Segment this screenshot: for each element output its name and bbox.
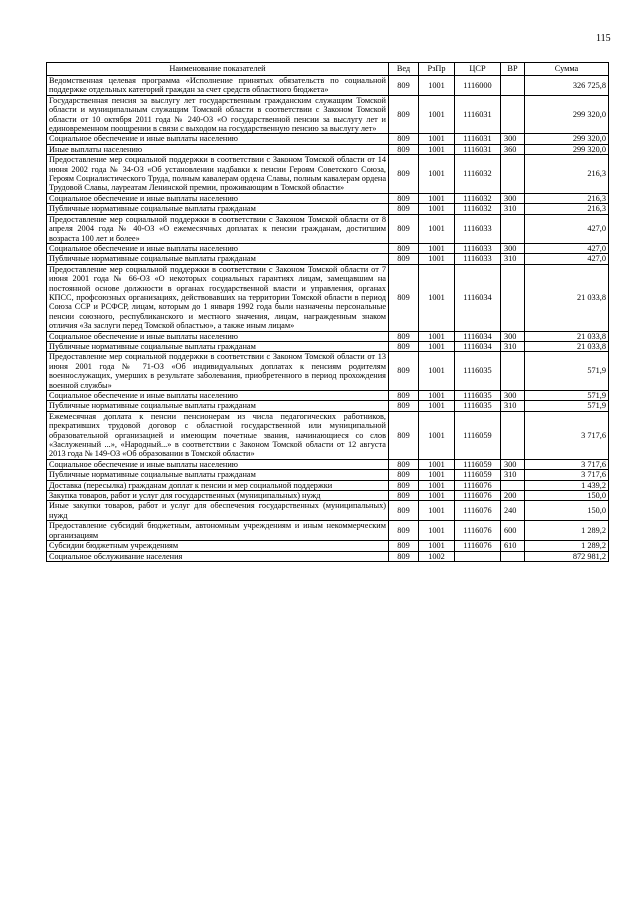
cell-csr: 1116000 bbox=[455, 76, 501, 96]
cell-csr bbox=[455, 551, 501, 561]
table-row bbox=[47, 401, 609, 411]
cell-ved: 809 bbox=[389, 401, 419, 411]
cell-sum: 427,0 bbox=[525, 243, 609, 253]
header-sum: Сумма bbox=[525, 63, 609, 76]
cell-vr: 200 bbox=[501, 491, 525, 501]
table-body bbox=[47, 76, 609, 562]
cell-name: Публичные нормативные социальные выплаты гражданам bbox=[47, 254, 389, 264]
cell-csr: 1116035 bbox=[455, 401, 501, 411]
cell-ved: 809 bbox=[389, 264, 419, 331]
cell-vr: 310 bbox=[501, 401, 525, 411]
cell-rzpr: 1001 bbox=[419, 491, 455, 501]
cell-ved: 809 bbox=[389, 491, 419, 501]
cell-csr: 1116076 bbox=[455, 501, 501, 521]
cell-csr: 1116034 bbox=[455, 331, 501, 341]
cell-vr: 300 bbox=[501, 134, 525, 144]
cell-csr: 1116059 bbox=[455, 459, 501, 469]
cell-csr: 1116033 bbox=[455, 254, 501, 264]
cell-vr: 300 bbox=[501, 459, 525, 469]
cell-rzpr: 1001 bbox=[419, 243, 455, 253]
table-row bbox=[47, 411, 609, 459]
cell-csr: 1116059 bbox=[455, 470, 501, 480]
cell-ved: 809 bbox=[389, 391, 419, 401]
table-row bbox=[47, 76, 609, 96]
cell-name: Социальное обеспечение и иные выплаты населению bbox=[47, 331, 389, 341]
cell-ved: 809 bbox=[389, 144, 419, 154]
cell-rzpr: 1001 bbox=[419, 480, 455, 490]
table-row bbox=[47, 155, 609, 194]
cell-vr bbox=[501, 155, 525, 194]
cell-vr: 310 bbox=[501, 254, 525, 264]
cell-name: Публичные нормативные социальные выплаты гражданам bbox=[47, 470, 389, 480]
cell-csr: 1116076 bbox=[455, 541, 501, 551]
cell-vr bbox=[501, 352, 525, 391]
table-row bbox=[47, 204, 609, 214]
cell-csr: 1116032 bbox=[455, 155, 501, 194]
cell-sum: 299 320,0 bbox=[525, 144, 609, 154]
header-csr: ЦСР bbox=[455, 63, 501, 76]
cell-rzpr: 1001 bbox=[419, 76, 455, 96]
cell-name: Ведомственная целевая программа «Исполнение принятых обязательств по социальной поддержке отдельных категорий граждан за счет средств областного бюджета» bbox=[47, 76, 389, 96]
cell-ved: 809 bbox=[389, 254, 419, 264]
cell-vr: 310 bbox=[501, 341, 525, 351]
cell-rzpr: 1001 bbox=[419, 331, 455, 341]
cell-vr: 300 bbox=[501, 331, 525, 341]
cell-vr bbox=[501, 264, 525, 331]
cell-vr: 300 bbox=[501, 193, 525, 203]
cell-rzpr: 1002 bbox=[419, 551, 455, 561]
cell-rzpr: 1001 bbox=[419, 459, 455, 469]
cell-vr bbox=[501, 214, 525, 243]
cell-rzpr: 1001 bbox=[419, 391, 455, 401]
header-vr: ВР bbox=[501, 63, 525, 76]
table-row bbox=[47, 264, 609, 331]
cell-csr: 1116076 bbox=[455, 521, 501, 541]
cell-sum: 150,0 bbox=[525, 491, 609, 501]
table-row bbox=[47, 541, 609, 551]
cell-rzpr: 1001 bbox=[419, 352, 455, 391]
cell-sum: 571,9 bbox=[525, 391, 609, 401]
table-row bbox=[47, 551, 609, 561]
cell-sum: 150,0 bbox=[525, 501, 609, 521]
cell-name: Предоставление мер социальной поддержки в соответствии с Законом Томской области от 8 апреля 2004 года № 40-ОЗ «О ежемесячных доплатах к пенсии гражданам, достигшим возраста 100 лет и более» bbox=[47, 214, 389, 243]
cell-vr: 310 bbox=[501, 204, 525, 214]
cell-sum: 427,0 bbox=[525, 214, 609, 243]
cell-vr bbox=[501, 480, 525, 490]
table-row bbox=[47, 470, 609, 480]
table-row bbox=[47, 254, 609, 264]
table-row bbox=[47, 341, 609, 351]
cell-rzpr: 1001 bbox=[419, 401, 455, 411]
cell-sum: 21 033,8 bbox=[525, 341, 609, 351]
cell-rzpr: 1001 bbox=[419, 264, 455, 331]
cell-vr: 300 bbox=[501, 391, 525, 401]
cell-name: Социальное обеспечение и иные выплаты населению bbox=[47, 193, 389, 203]
cell-vr bbox=[501, 95, 525, 134]
cell-sum: 21 033,8 bbox=[525, 331, 609, 341]
table-header-row bbox=[47, 63, 609, 76]
cell-sum: 3 717,6 bbox=[525, 411, 609, 459]
cell-ved: 809 bbox=[389, 134, 419, 144]
cell-rzpr: 1001 bbox=[419, 521, 455, 541]
cell-name: Иные выплаты населению bbox=[47, 144, 389, 154]
cell-sum: 326 725,8 bbox=[525, 76, 609, 96]
cell-ved: 809 bbox=[389, 76, 419, 96]
cell-sum: 299 320,0 bbox=[525, 134, 609, 144]
table-row bbox=[47, 521, 609, 541]
cell-sum: 216,3 bbox=[525, 193, 609, 203]
cell-name: Социальное обслуживание населения bbox=[47, 551, 389, 561]
cell-name: Доставка (пересылка) гражданам доплат к пенсии и мер социальной поддержки bbox=[47, 480, 389, 490]
budget-table bbox=[46, 62, 609, 562]
cell-name: Ежемесячная доплата к пенсии пенсионерам из числа педагогических работников, прекративших трудовой договор с областной государственной или муниципальной образовательной организацией и имеющим почетные звания, начинающиеся со слов «Заслуженный ...», «Народный...» в соответствии с Законом Томской области от 12 августа 2013 года № 149-ОЗ «Об образовании в Томской области» bbox=[47, 411, 389, 459]
cell-name: Субсидии бюджетным учреждениям bbox=[47, 541, 389, 551]
cell-name: Социальное обеспечение и иные выплаты населению bbox=[47, 459, 389, 469]
cell-sum: 299 320,0 bbox=[525, 95, 609, 134]
cell-vr: 240 bbox=[501, 501, 525, 521]
cell-csr: 1116033 bbox=[455, 214, 501, 243]
cell-csr: 1116034 bbox=[455, 341, 501, 351]
cell-csr: 1116031 bbox=[455, 95, 501, 134]
cell-rzpr: 1001 bbox=[419, 411, 455, 459]
cell-rzpr: 1001 bbox=[419, 155, 455, 194]
cell-csr: 1116076 bbox=[455, 491, 501, 501]
cell-vr bbox=[501, 411, 525, 459]
cell-ved: 809 bbox=[389, 521, 419, 541]
cell-ved: 809 bbox=[389, 459, 419, 469]
cell-vr: 610 bbox=[501, 541, 525, 551]
cell-name: Публичные нормативные социальные выплаты гражданам bbox=[47, 401, 389, 411]
cell-rzpr: 1001 bbox=[419, 193, 455, 203]
table-row bbox=[47, 144, 609, 154]
cell-csr: 1116031 bbox=[455, 144, 501, 154]
cell-vr: 360 bbox=[501, 144, 525, 154]
table-row bbox=[47, 134, 609, 144]
cell-vr bbox=[501, 76, 525, 96]
cell-sum: 872 981,2 bbox=[525, 551, 609, 561]
header-rzpr: РзПр bbox=[419, 63, 455, 76]
cell-name: Социальное обеспечение и иные выплаты населению bbox=[47, 134, 389, 144]
table-row bbox=[47, 491, 609, 501]
cell-rzpr: 1001 bbox=[419, 470, 455, 480]
cell-sum: 571,9 bbox=[525, 401, 609, 411]
cell-rzpr: 1001 bbox=[419, 134, 455, 144]
table-row bbox=[47, 243, 609, 253]
cell-csr: 1116059 bbox=[455, 411, 501, 459]
cell-sum: 571,9 bbox=[525, 352, 609, 391]
table-row bbox=[47, 480, 609, 490]
cell-csr: 1116076 bbox=[455, 480, 501, 490]
cell-rzpr: 1001 bbox=[419, 144, 455, 154]
cell-name: Предоставление мер социальной поддержки в соответствии с Законом Томской области от 13 июня 2001 года № 71-ОЗ «Об индивидуальных доплатах к пенсиям родителям военнослужащих, умерших в результате заболевания, приобретенного в период прохождения военной службы» bbox=[47, 352, 389, 391]
table-row bbox=[47, 352, 609, 391]
cell-rzpr: 1001 bbox=[419, 541, 455, 551]
cell-csr: 1116033 bbox=[455, 243, 501, 253]
cell-ved: 809 bbox=[389, 204, 419, 214]
cell-ved: 809 bbox=[389, 95, 419, 134]
cell-csr: 1116035 bbox=[455, 352, 501, 391]
cell-vr: 310 bbox=[501, 470, 525, 480]
cell-name: Государственная пенсия за выслугу лет государственным гражданским служащим Томской области и муниципальным служащим Томской области в соответствии с Законом Томской области от 10 октября 2011 года № 240-ОЗ «О государственной пенсии за выслугу лет и единовременном поощрении в связи с выходом на государственную пенсию за выслугу лет» bbox=[47, 95, 389, 134]
cell-sum: 1 289,2 bbox=[525, 521, 609, 541]
cell-name: Публичные нормативные социальные выплаты гражданам bbox=[47, 341, 389, 351]
cell-csr: 1116035 bbox=[455, 391, 501, 401]
cell-sum: 3 717,6 bbox=[525, 459, 609, 469]
cell-csr: 1116032 bbox=[455, 193, 501, 203]
table-row bbox=[47, 193, 609, 203]
cell-ved: 809 bbox=[389, 551, 419, 561]
cell-rzpr: 1001 bbox=[419, 254, 455, 264]
cell-name: Предоставление мер социальной поддержки в соответствии с Законом Томской области от 14 июня 2002 года № 34-ОЗ «Об установлении надбавки к пенсии Героям Советского Союза, Героям Социалистического Труда, полным кавалерам ордена Славы, полным кавалерам ордена Трудовой Славы, лауреатам Ленинской премии, проживающим в Томской области» bbox=[47, 155, 389, 194]
cell-sum: 21 033,8 bbox=[525, 264, 609, 331]
cell-vr: 300 bbox=[501, 243, 525, 253]
cell-ved: 809 bbox=[389, 480, 419, 490]
table-row bbox=[47, 391, 609, 401]
cell-ved: 809 bbox=[389, 193, 419, 203]
cell-ved: 809 bbox=[389, 155, 419, 194]
cell-sum: 3 717,6 bbox=[525, 470, 609, 480]
cell-rzpr: 1001 bbox=[419, 95, 455, 134]
header-name: Наименование показателей bbox=[47, 63, 389, 76]
cell-sum: 1 439,2 bbox=[525, 480, 609, 490]
cell-name: Предоставление субсидий бюджетным, автономным учреждениям и иным некоммерческим организациям bbox=[47, 521, 389, 541]
table-row bbox=[47, 95, 609, 134]
table-row bbox=[47, 459, 609, 469]
cell-sum: 216,3 bbox=[525, 155, 609, 194]
cell-rzpr: 1001 bbox=[419, 341, 455, 351]
cell-ved: 809 bbox=[389, 214, 419, 243]
page-number: 115 bbox=[596, 33, 611, 44]
cell-sum: 1 289,2 bbox=[525, 541, 609, 551]
header-ved: Вед bbox=[389, 63, 419, 76]
cell-vr bbox=[501, 551, 525, 561]
cell-rzpr: 1001 bbox=[419, 501, 455, 521]
cell-ved: 809 bbox=[389, 331, 419, 341]
cell-sum: 427,0 bbox=[525, 254, 609, 264]
cell-sum: 216,3 bbox=[525, 204, 609, 214]
cell-ved: 809 bbox=[389, 541, 419, 551]
cell-csr: 1116031 bbox=[455, 134, 501, 144]
cell-ved: 809 bbox=[389, 341, 419, 351]
cell-ved: 809 bbox=[389, 470, 419, 480]
cell-name: Иные закупки товаров, работ и услуг для обеспечения государственных (муниципальных) нужд bbox=[47, 501, 389, 521]
cell-ved: 809 bbox=[389, 411, 419, 459]
cell-ved: 809 bbox=[389, 352, 419, 391]
cell-vr: 600 bbox=[501, 521, 525, 541]
cell-rzpr: 1001 bbox=[419, 204, 455, 214]
cell-name: Предоставление мер социальной поддержки в соответствии с Законом Томской области от 7 июня 2001 года № 66-ОЗ «О некоторых социальных гарантиях лицам, замещавшим на постоянной основе должности в органах государственной власти и управления, органах КПСС, профсоюзных организациях, действовавших на территории Томской области в период Союза ССР и РСФСР, лицам, которым до 1 января 1992 года были назначены персональные пенсии союзного, республиканского и местного значения, лицам, награжденным знаком отличия «За заслуги перед Томской областью», а также иным лицам» bbox=[47, 264, 389, 331]
cell-name: Социальное обеспечение и иные выплаты населению bbox=[47, 243, 389, 253]
table-row bbox=[47, 214, 609, 243]
cell-csr: 1116034 bbox=[455, 264, 501, 331]
cell-ved: 809 bbox=[389, 243, 419, 253]
cell-name: Социальное обеспечение и иные выплаты населению bbox=[47, 391, 389, 401]
table-row bbox=[47, 501, 609, 521]
cell-csr: 1116032 bbox=[455, 204, 501, 214]
cell-rzpr: 1001 bbox=[419, 214, 455, 243]
cell-name: Публичные нормативные социальные выплаты гражданам bbox=[47, 204, 389, 214]
cell-name: Закупка товаров, работ и услуг для государственных (муниципальных) нужд bbox=[47, 491, 389, 501]
cell-ved: 809 bbox=[389, 501, 419, 521]
table-row bbox=[47, 331, 609, 341]
